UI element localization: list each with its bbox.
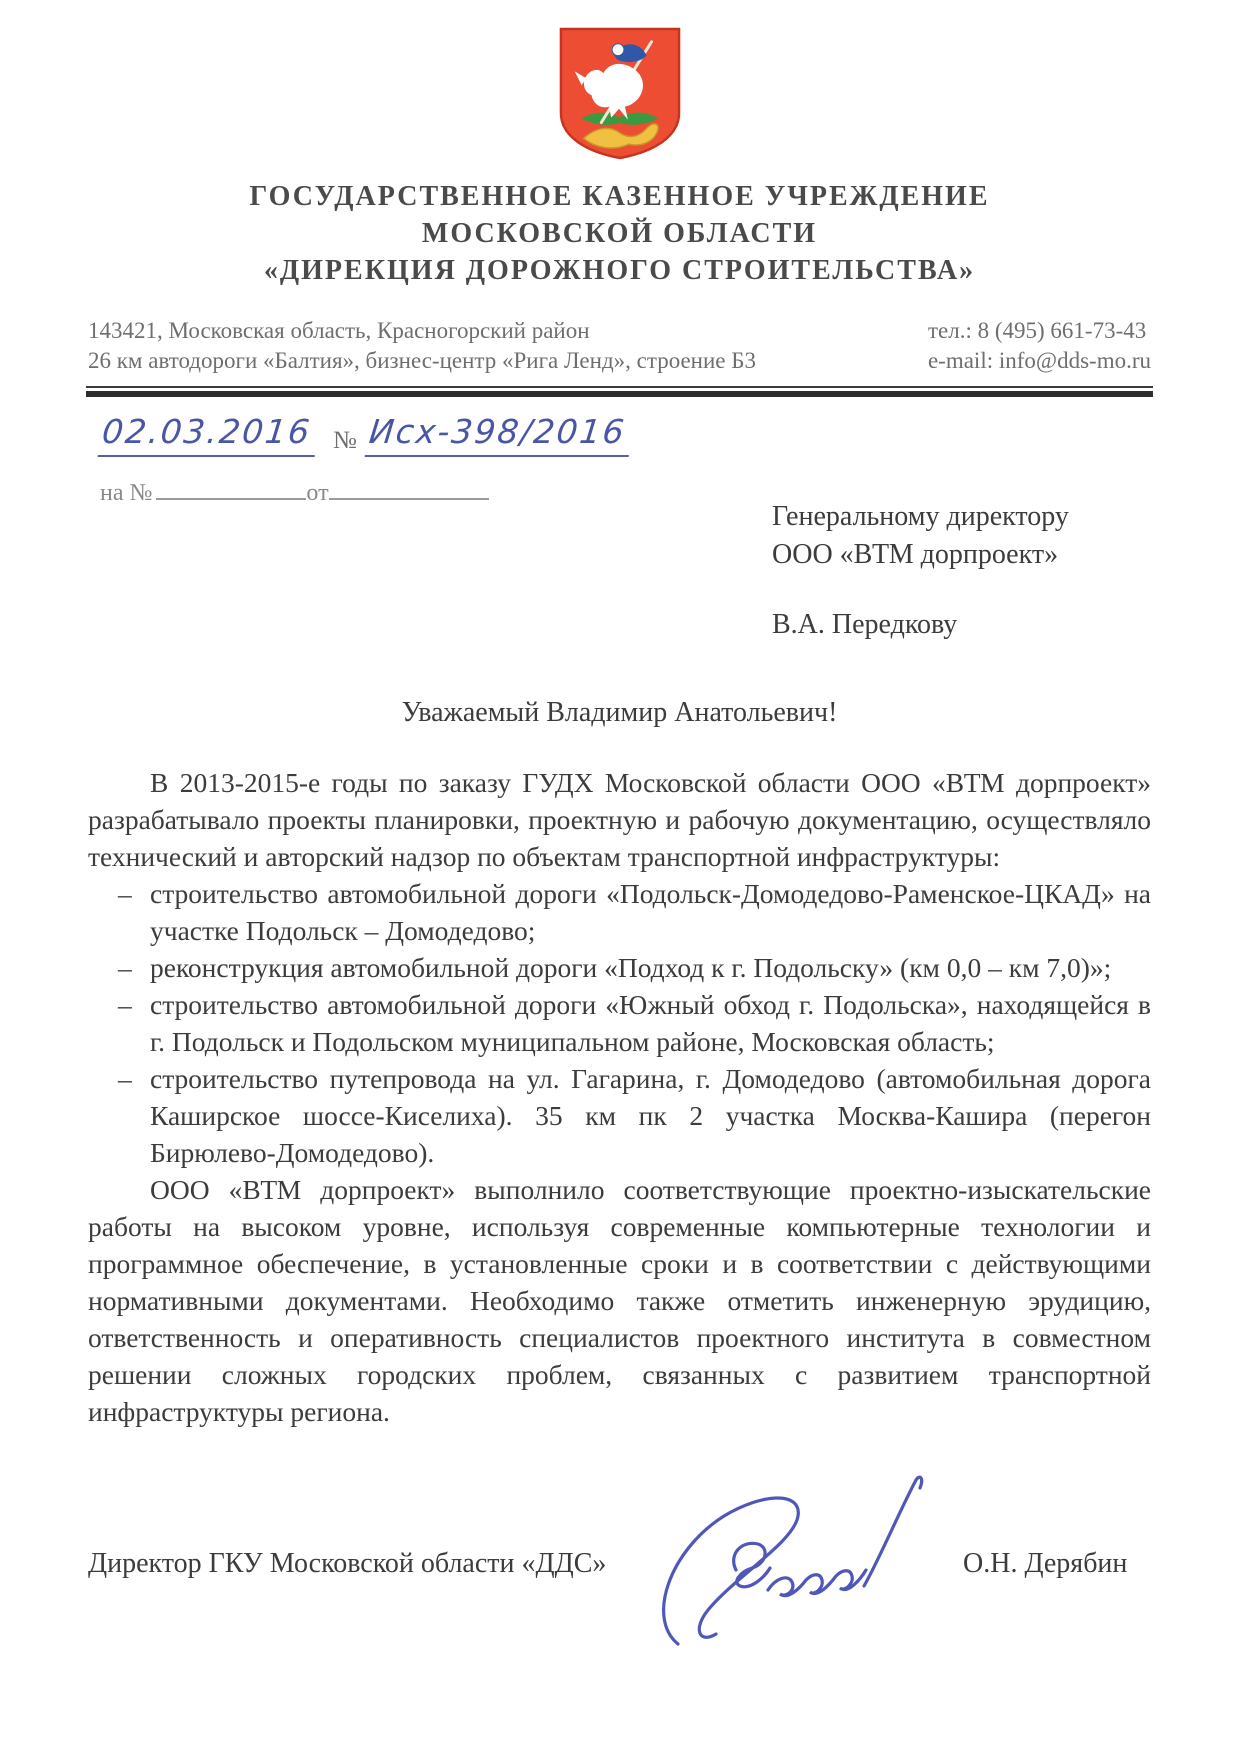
- org-name-line2: МОСКОВСКОЙ ОБЛАСТИ: [421, 218, 818, 249]
- dash-marker: –: [118, 878, 132, 909]
- signer-name: О.Н. Дерябин: [963, 1548, 1128, 1579]
- recipient-position: Генеральному директору: [772, 501, 1069, 532]
- recipient-block: [772, 498, 1069, 644]
- dash-marker: –: [118, 952, 132, 983]
- letterhead-rule-thick: [86, 391, 1153, 397]
- list-item: [88, 1060, 1151, 1171]
- list-item: [88, 986, 1151, 1060]
- address-line2: 26 км автодороги «Балтия», бизнес-центр «Рига Ленд», строение Б3: [88, 348, 756, 373]
- org-name-line3: «ДИРЕКЦИЯ ДОРОЖНОГО СТРОИТЕЛЬСТВА»: [263, 255, 976, 286]
- list-item-text: строительство путепровода на ул. Гагарина, г. Домодедово (автомобильная дорога Каширское шоссе-Киселиха). 35 км пк 2 участка Москва-Кашира (перегон Бирюлево-Домодедово).: [150, 1063, 1151, 1168]
- address-line1: 143421, Московская область, Красногорский район: [88, 318, 590, 343]
- reply-ot-label: от: [306, 480, 329, 506]
- list-item-text: реконструкция автомобильной дороги «Подход к г. Подольску» (км 0,0 – км 7,0)»;: [150, 952, 1112, 983]
- body-paragraph-1: В 2013-2015-е годы по заказу ГУДХ Московской области ООО «ВТМ дорпроект» разрабатывало проекты планировки, проектную и рабочую документацию, осуществляло технический и авторский надзор по объектам транспортной инфраструктуры:: [88, 767, 1151, 872]
- signer-position-title: Директор ГКУ Московской области «ДДС»: [88, 1548, 607, 1579]
- letter-body: [88, 764, 1151, 1430]
- reply-na-label: на №: [100, 480, 153, 506]
- recipient-company: ООО «ВТМ дорпроект»: [772, 539, 1059, 570]
- salutation: Уважаемый Владимир Анатольевич!: [401, 697, 838, 728]
- email-line: e-mail: info@dds-mo.ru: [927, 348, 1151, 373]
- handwritten-outgoing-number: Исх-398/2016: [364, 412, 633, 457]
- letterhead-contacts: [88, 316, 1151, 376]
- reply-number-blank: [156, 480, 306, 500]
- list-item-text: строительство автомобильной дороги «Южный обход г. Подольска», находящейся в г. Подольск и Подольском муниципальном районе, Московская область;: [150, 989, 1151, 1057]
- projects-list: [88, 875, 1151, 1171]
- phone-line: тел.: 8 (495) 661-73-43: [927, 318, 1147, 343]
- body-paragraph-2: ООО «ВТМ дорпроект» выполнило соответствующие проектно-изыскательские работы на высоком уровне, используя современные компьютерные технологии и программное обеспечение, в установленные сроки и в соответствии с действующими нормативными документами. Необходимо также отметить инженерную эрудицию, ответственность и оперативность специалистов проектного института в совместном решении сложных городских проблем, связанных с развитием транспортной инфраструктуры региона.: [88, 1174, 1151, 1427]
- letterhead-org-name: [0, 178, 1239, 289]
- dash-marker: –: [118, 989, 132, 1020]
- dash-marker: –: [118, 1063, 132, 1094]
- letterhead-rule-thin: [86, 386, 1153, 388]
- number-sign-label: №: [332, 427, 357, 454]
- reply-reference-line: [100, 480, 489, 507]
- org-phone-email: [928, 316, 1151, 376]
- recipient-name: В.А. Передкову: [772, 609, 958, 640]
- reply-date-blank: [329, 480, 489, 500]
- reference-line: [100, 412, 631, 457]
- handwritten-date: 02.03.2016: [98, 412, 320, 457]
- org-address: [88, 316, 756, 376]
- list-item: [88, 875, 1151, 949]
- list-item: [88, 949, 1151, 986]
- org-name-line1: ГОСУДАРСТВЕННОЕ КАЗЕННОЕ УЧРЕЖДЕНИЕ: [249, 181, 990, 212]
- coat-of-arms-icon: [556, 26, 684, 165]
- handwritten-signature: [640, 1458, 960, 1673]
- list-item-text: строительство автомобильной дороги «Подольск-Домодедово-Раменское-ЦКАД» на участке Подольск – Домодедово;: [150, 878, 1151, 946]
